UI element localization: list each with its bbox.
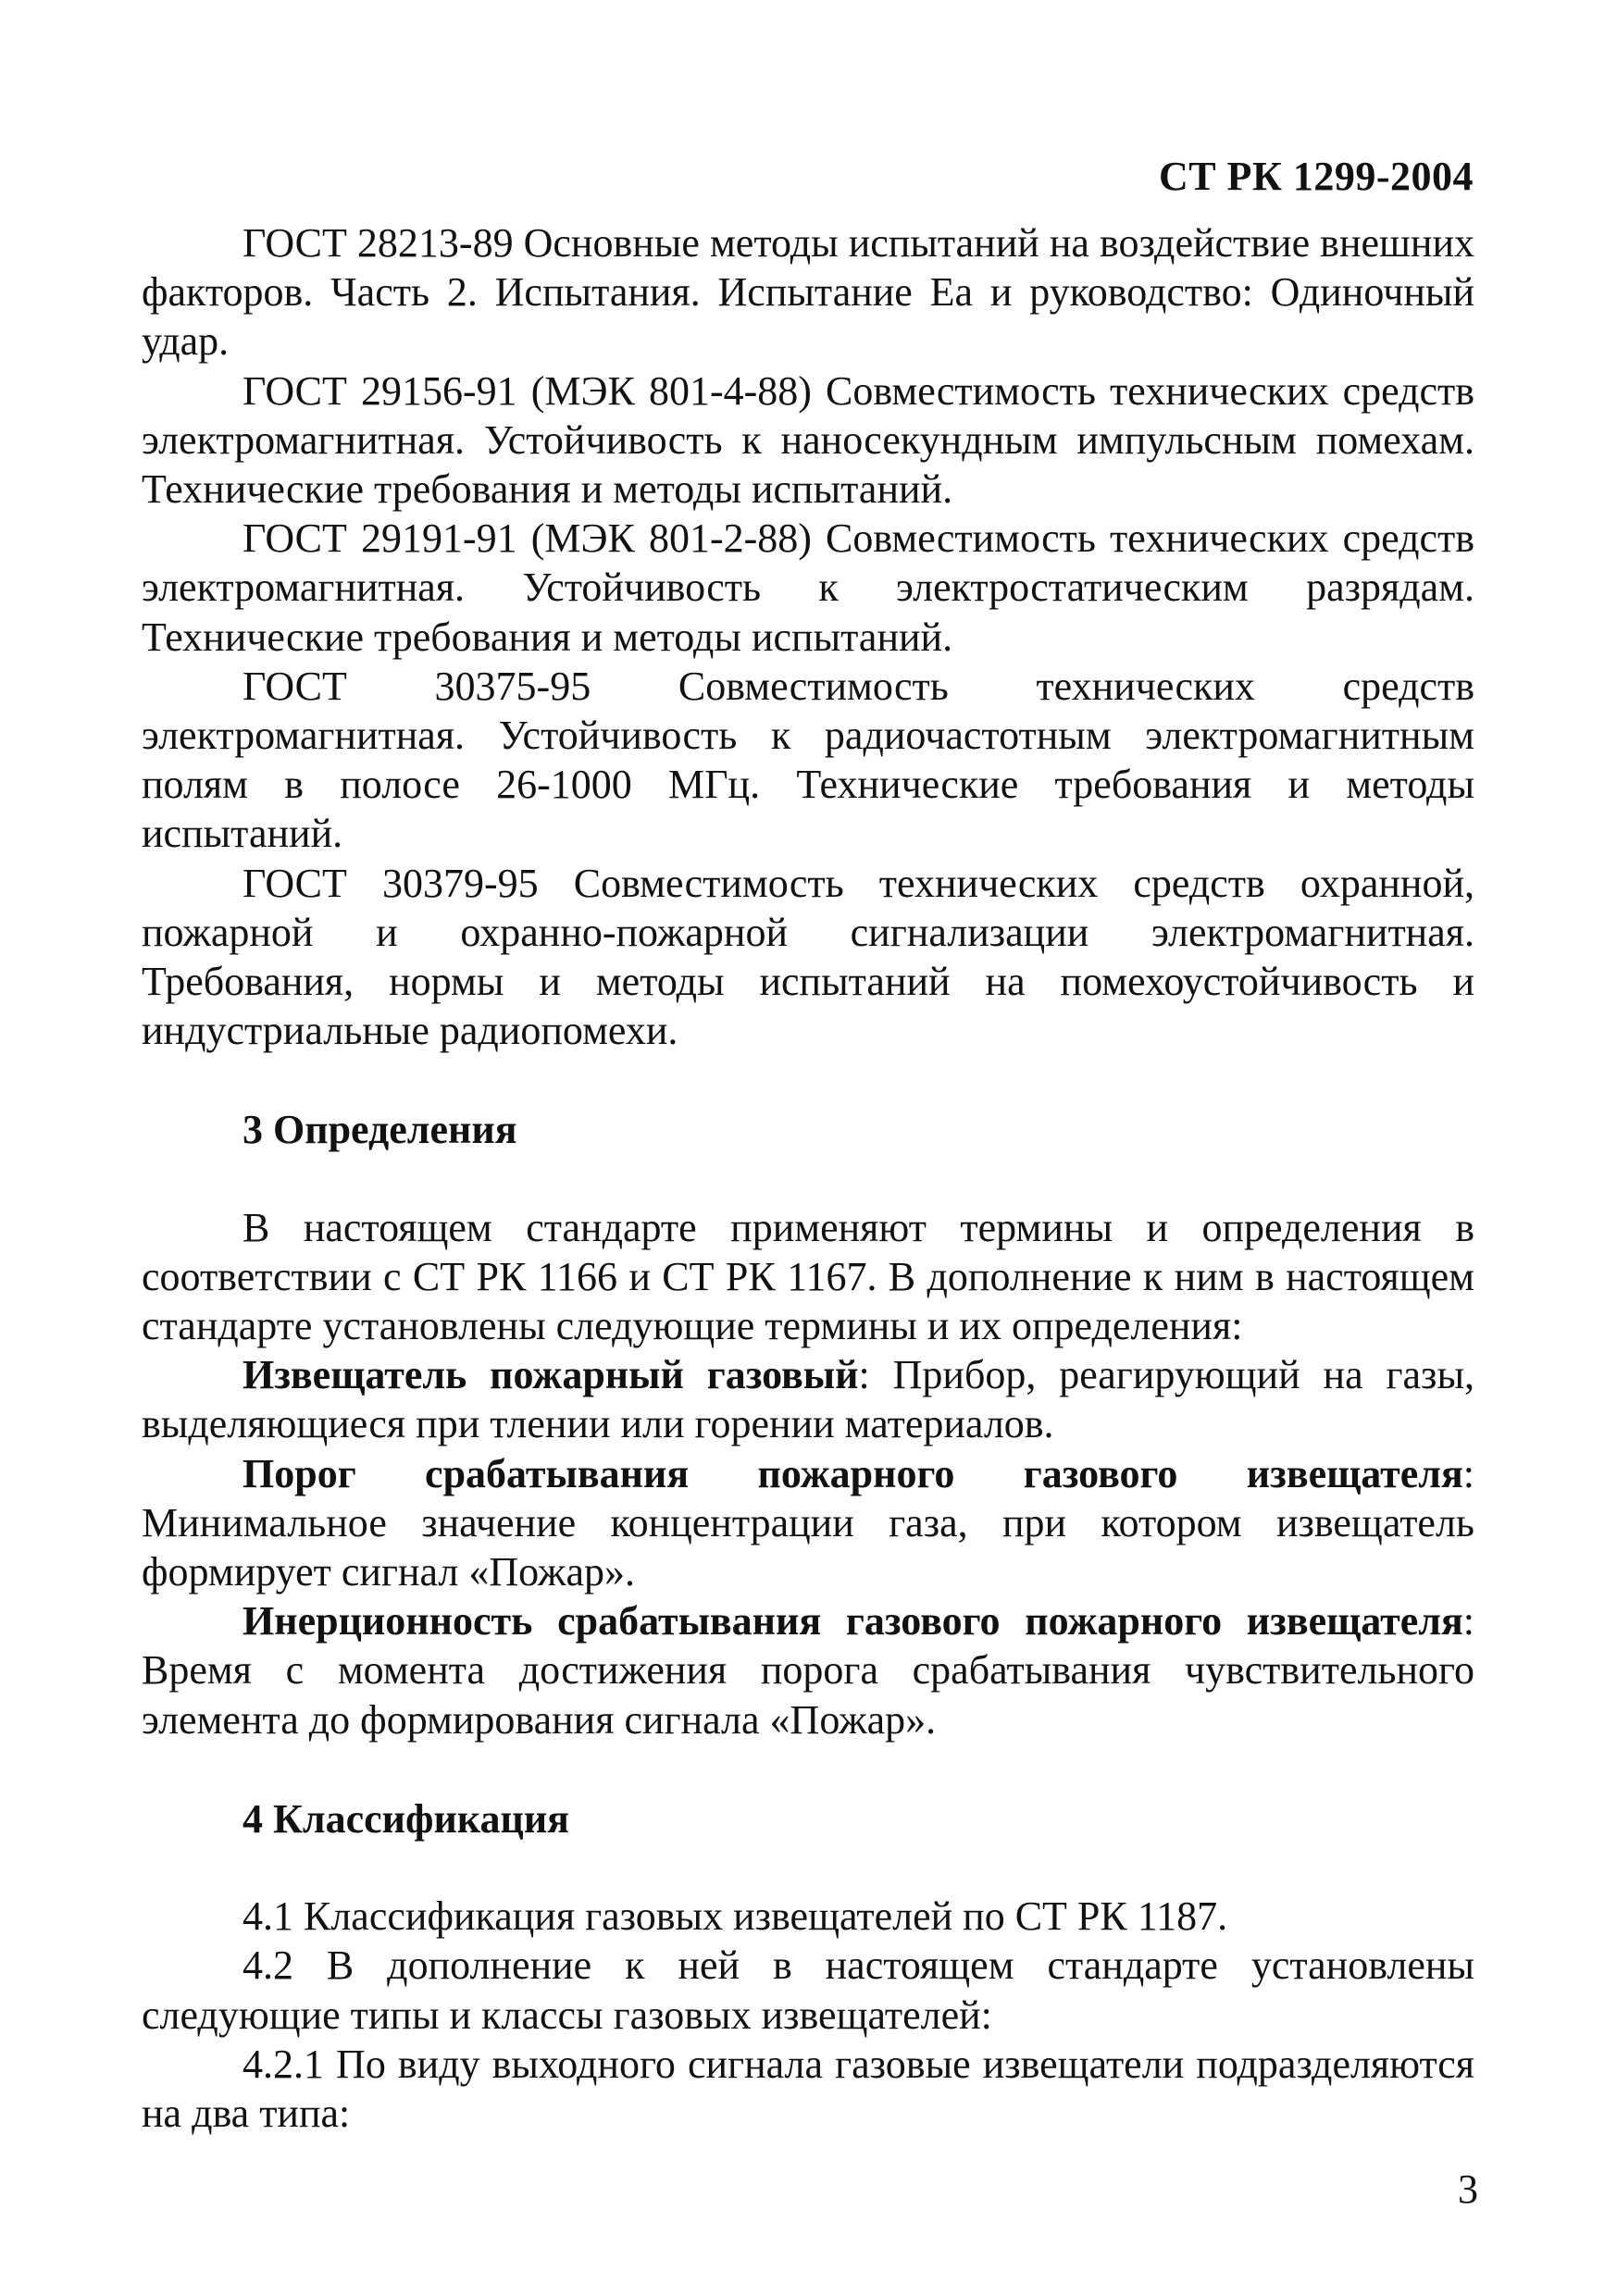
definition-term: Извещатель пожарный газовый: [243, 1352, 859, 1398]
clause-4-1: 4.1 Классификация газовых извещателей по СТ РК 1187.: [243, 1893, 1228, 1940]
definition-inertia: [142, 1596, 1474, 1744]
definition-gas-detector: [142, 1350, 1474, 1448]
reference-gost-30375: ГОСТ 30375-95 Совместимость технических средств электромагнитная. Устойчивость к радиочастотным электромагнитным полям в полосе 26-1000 МГц. Технические требования и методы испытаний.: [142, 663, 1474, 857]
reference-gost-29156: ГОСТ 29156-91 (МЭК 801-4-88) Совместимость технических средств электромагнитная. Устойчивость к наносекундным импульсным помехам. Технические требования и методы испытаний.: [142, 367, 1474, 513]
reference-gost-28213: ГОСТ 28213-89 Основные методы испытаний на воздействие внешних факторов. Часть 2. Испытания. Испытание Еа и руководство: Одиночный удар.: [142, 220, 1474, 365]
definition-text: : Минимальное значение концентрации газа, при котором извещатель формирует сигнал «Пожар».: [142, 1450, 1474, 1595]
definition-text: : Время с момента достижения порога срабатывания чувствительного элемента до формирования сигнала «Пожар».: [142, 1598, 1474, 1743]
clause-4-2-1: 4.2.1 По виду выходного сигнала газовые извещатели подразделяются на два типа:: [142, 2041, 1474, 2136]
section-4-heading: 4 Классификация: [243, 1795, 569, 1842]
definition-text: : Прибор, реагирующий на газы, выделяющиеся при тлении или горении материалов.: [142, 1352, 1474, 1447]
page-number: 3: [1458, 2166, 1478, 2212]
definition-term: Инерционность срабатывания газового пожарного извещателя: [243, 1598, 1463, 1644]
reference-gost-29191: ГОСТ 29191-91 (МЭК 801-2-88) Совместимость технических средств электромагнитная. Устойчивость к электростатическим разрядам. Технические требования и методы испытаний.: [142, 515, 1474, 660]
definition-term: Порог срабатывания пожарного газового извещателя: [243, 1450, 1463, 1496]
document-body: [142, 218, 1474, 2138]
definition-threshold: [142, 1449, 1474, 1597]
document-code-header: СТ РК 1299-2004: [1158, 154, 1474, 199]
clause-4-2: 4.2 В дополнение к ней в настоящем стандарте установлены следующие типы и классы газовых извещателей:: [142, 1942, 1474, 2038]
section-3-heading: 3 Определения: [243, 1107, 517, 1153]
reference-gost-30379: ГОСТ 30379-95 Совместимость технических средств охранной, пожарной и охранно-пожарной сигнализации электромагнитная. Требования, нормы и методы испытаний на помехоустойчивость и индустриальные радиопомехи.: [142, 860, 1474, 1054]
section-3-intro: В настоящем стандарте применяют термины и определения в соответствии с СТ РК 1166 и СТ РК 1167. В дополнение к ним в настоящем стандарте установлены следующие термины и их определения:: [142, 1204, 1474, 1349]
